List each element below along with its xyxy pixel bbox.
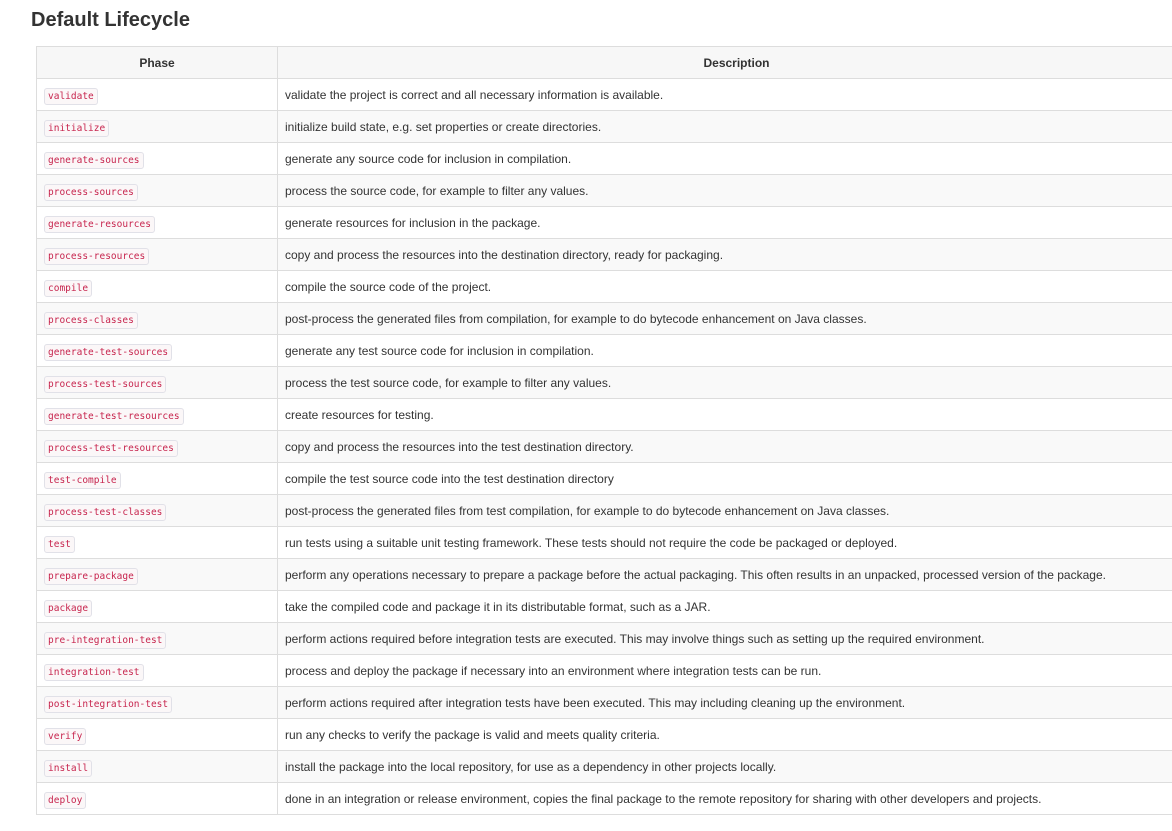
phase-cell: [37, 239, 278, 271]
description-cell: copy and process the resources into the test destination directory.: [278, 431, 1172, 463]
phase-code: prepare-package: [44, 568, 138, 585]
description-cell: create resources for testing.: [278, 399, 1172, 431]
phase-cell: [37, 207, 278, 239]
description-cell: generate resources for inclusion in the package.: [278, 207, 1172, 239]
phase-code: compile: [44, 280, 92, 297]
phase-cell: [37, 79, 278, 111]
table-row: [37, 79, 1172, 111]
table-row: [37, 495, 1172, 527]
table-row: [37, 399, 1172, 431]
table-row: [37, 751, 1172, 783]
description-cell: compile the test source code into the test destination directory: [278, 463, 1172, 495]
description-cell: install the package into the local repository, for use as a dependency in other projects locally.: [278, 751, 1172, 783]
table-row: [37, 431, 1172, 463]
phase-cell: [37, 559, 278, 591]
phase-cell: [37, 335, 278, 367]
table-row: [37, 111, 1172, 143]
phase-cell: [37, 175, 278, 207]
table-row: [37, 783, 1172, 815]
description-cell: take the compiled code and package it in its distributable format, such as a JAR.: [278, 591, 1172, 623]
description-cell: done in an integration or release environment, copies the final package to the remote repository for sharing with other developers and projects.: [278, 783, 1172, 815]
description-cell: run any checks to verify the package is valid and meets quality criteria.: [278, 719, 1172, 751]
table-row: [37, 719, 1172, 751]
phase-code: generate-sources: [44, 152, 144, 169]
phase-code: test: [44, 536, 75, 553]
phase-cell: [37, 783, 278, 815]
phase-code: process-resources: [44, 248, 149, 265]
description-cell: process the test source code, for example to filter any values.: [278, 367, 1172, 399]
description-cell: perform actions required before integration tests are executed. This may involve things such as setting up the required environment.: [278, 623, 1172, 655]
table-row: [37, 623, 1172, 655]
description-cell: generate any source code for inclusion in compilation.: [278, 143, 1172, 175]
phase-code: generate-resources: [44, 216, 155, 233]
phase-code: deploy: [44, 792, 86, 809]
phase-cell: [37, 527, 278, 559]
phase-cell: [37, 143, 278, 175]
phase-cell: [37, 719, 278, 751]
phase-cell: [37, 495, 278, 527]
table-row: [37, 303, 1172, 335]
phase-cell: [37, 367, 278, 399]
phase-cell: [37, 623, 278, 655]
description-cell: copy and process the resources into the destination directory, ready for packaging.: [278, 239, 1172, 271]
table-row: [37, 687, 1172, 719]
phase-code: install: [44, 760, 92, 777]
phase-cell: [37, 655, 278, 687]
table-row: [37, 143, 1172, 175]
phase-cell: [37, 111, 278, 143]
phase-cell: [37, 751, 278, 783]
table-row: [37, 527, 1172, 559]
phase-cell: [37, 303, 278, 335]
page-title: Default Lifecycle: [31, 9, 190, 31]
phase-code: package: [44, 600, 92, 617]
table-row: [37, 207, 1172, 239]
table-row: [37, 239, 1172, 271]
phase-cell: [37, 431, 278, 463]
description-cell: process the source code, for example to filter any values.: [278, 175, 1172, 207]
phase-code: test-compile: [44, 472, 121, 489]
phase-code: process-classes: [44, 312, 138, 329]
phase-code: generate-test-sources: [44, 344, 172, 361]
phase-code: process-test-sources: [44, 376, 166, 393]
description-cell: run tests using a suitable unit testing framework. These tests should not require the code be packaged or deployed.: [278, 527, 1172, 559]
description-cell: validate the project is correct and all necessary information is available.: [278, 79, 1172, 111]
phase-cell: [37, 399, 278, 431]
phase-cell: [37, 591, 278, 623]
description-cell: perform any operations necessary to prepare a package before the actual packaging. This often results in an unpacked, processed version of the package.: [278, 559, 1172, 591]
description-cell: perform actions required after integration tests have been executed. This may including cleaning up the environment.: [278, 687, 1172, 719]
description-cell: initialize build state, e.g. set properties or create directories.: [278, 111, 1172, 143]
table-row: [37, 463, 1172, 495]
phase-code: post-integration-test: [44, 696, 172, 713]
phase-cell: [37, 271, 278, 303]
table-row: [37, 591, 1172, 623]
table-row: [37, 367, 1172, 399]
phase-cell: [37, 687, 278, 719]
table-row: [37, 271, 1172, 303]
lifecycle-table: [36, 46, 1172, 815]
phase-cell: [37, 463, 278, 495]
phase-code: pre-integration-test: [44, 632, 166, 649]
table-row: [37, 335, 1172, 367]
table-header-row: [37, 47, 1172, 79]
description-cell: compile the source code of the project.: [278, 271, 1172, 303]
table-row: [37, 655, 1172, 687]
phase-code: process-sources: [44, 184, 138, 201]
table-row: [37, 559, 1172, 591]
phase-code: generate-test-resources: [44, 408, 184, 425]
phase-code: integration-test: [44, 664, 144, 681]
phase-code: verify: [44, 728, 86, 745]
description-cell: generate any test source code for inclusion in compilation.: [278, 335, 1172, 367]
description-cell: process and deploy the package if necessary into an environment where integration tests can be run.: [278, 655, 1172, 687]
description-cell: post-process the generated files from test compilation, for example to do bytecode enhancement on Java classes.: [278, 495, 1172, 527]
phase-code: validate: [44, 88, 98, 105]
description-cell: post-process the generated files from compilation, for example to do bytecode enhancement on Java classes.: [278, 303, 1172, 335]
column-header-phase: Phase: [37, 47, 278, 79]
phase-code: process-test-resources: [44, 440, 178, 457]
table-row: [37, 175, 1172, 207]
phase-code: process-test-classes: [44, 504, 166, 521]
phase-code: initialize: [44, 120, 109, 137]
column-header-description: Description: [278, 47, 1172, 79]
